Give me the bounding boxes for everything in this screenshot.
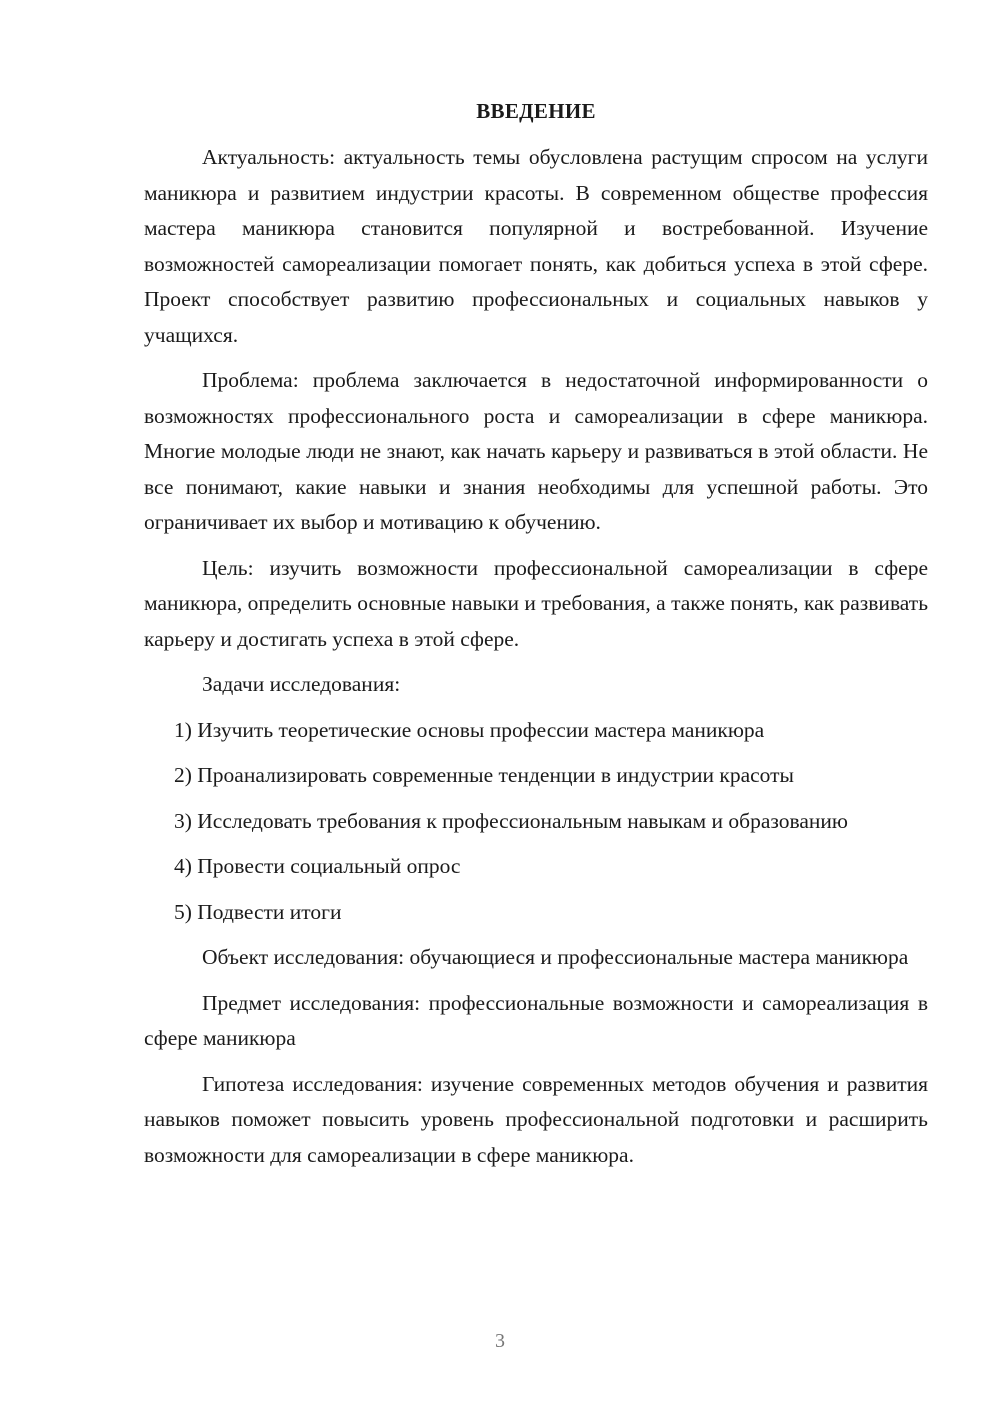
relevance-paragraph: Актуальность: актуальность темы обусловлена растущим спросом на услуги маникюра и развитием индустрии красоты. В современном обществе профессия мастера маникюра становится популярной и востребованной. Изучение возможностей самореализации помогает понять, как добиться успеха в этой сфере. Проект способствует развитию профессиональных и социальных навыков у учащихся. (144, 145, 928, 347)
task-item-3: 3) Исследовать требования к профессиональным навыкам и образованию (174, 808, 848, 833)
task-item-1: 1) Изучить теоретические основы профессии мастера маникюра (174, 717, 765, 742)
task-item-4: 4) Провести социальный опрос (174, 854, 461, 878)
document-page (144, 95, 928, 1183)
page-number: 3 (495, 1330, 505, 1352)
tasks-heading: Задачи исследования: (202, 672, 401, 696)
section-title: ВВЕДЕНИЕ (476, 99, 596, 123)
hypothesis-paragraph: Гипотеза исследования: изучение современных методов обучения и развития навыков поможет повысить уровень профессиональной подготовки и расширить возможности для самореализации в сфере маникюра. (144, 1071, 928, 1167)
goal-paragraph: Цель: изучить возможности профессиональной самореализации в сфере маникюра, определить основные навыки и требования, а также понять, как развивать карьеру и достигать успеха в этой сфере. (144, 555, 928, 651)
task-item-5: 5) Подвести итоги (174, 899, 342, 924)
object-paragraph: Объект исследования: обучающиеся и профессиональные мастера маникюра (202, 945, 909, 969)
task-item-2: 2) Проанализировать современные тенденции в индустрии красоты (174, 763, 794, 787)
subject-paragraph: Предмет исследования: профессиональные возможности и самореализация в сфере маникюра (144, 990, 928, 1050)
problem-paragraph: Проблема: проблема заключается в недостаточной информированности о возможностях профессионального роста и самореализации в сфере маникюра. Многие молодые люди не знают, как начать карьеру и развиваться в этой области. Не все понимают, какие навыки и знания необходимы для успешной работы. Это ограничивает их выбор и мотивацию к обучению. (144, 368, 928, 534)
